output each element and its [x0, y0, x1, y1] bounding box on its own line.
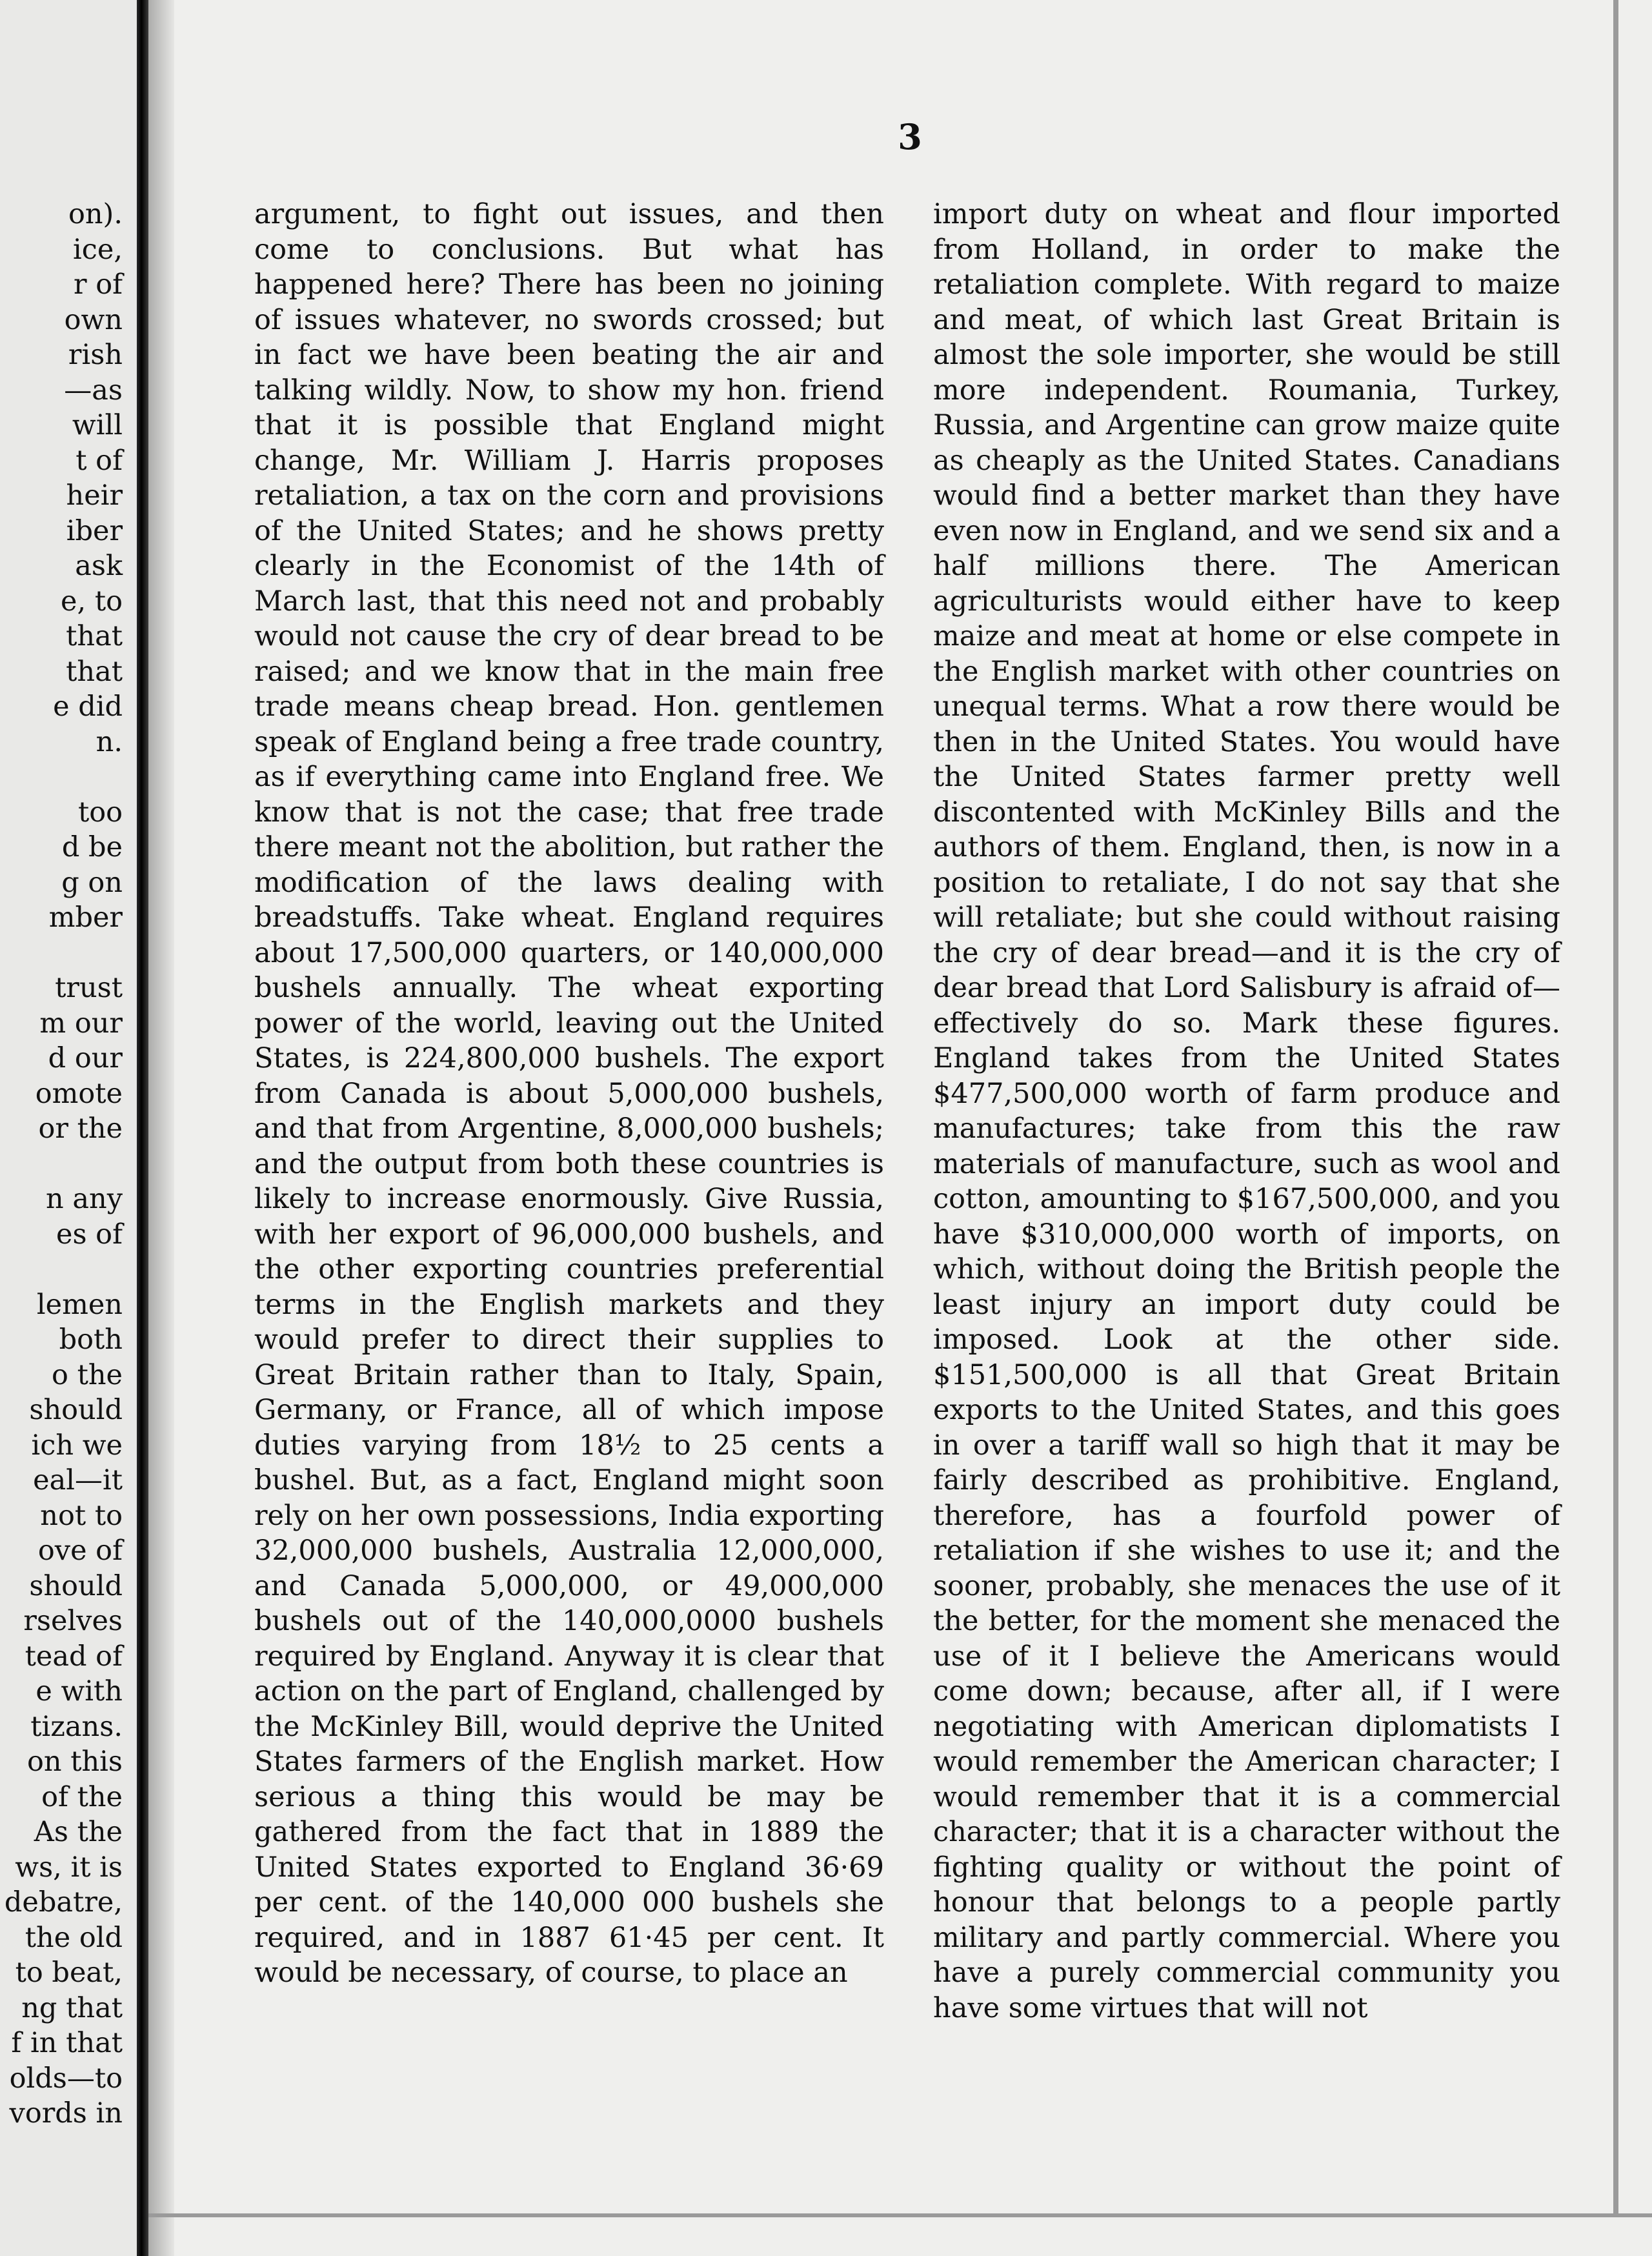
fragment-line: ng that — [21, 1991, 123, 2024]
fragment-line: debatre, — [4, 1886, 123, 1919]
fragment-line: e with — [35, 1675, 123, 1707]
fragment-line: mber — [48, 901, 123, 934]
fragment-line: vords in — [9, 2097, 123, 2130]
fragment-line: o the — [52, 1358, 123, 1391]
fragment-line: ove of — [37, 1535, 123, 1567]
fragment-line: trust — [55, 972, 123, 1004]
fragment-line: m our — [39, 1007, 123, 1040]
fragment-line: g on — [61, 866, 123, 899]
fragment-line: heir — [66, 479, 123, 512]
fragment-text-column — [0, 197, 123, 2130]
fragment-line — [0, 936, 123, 971]
fragment-line: ask — [75, 550, 123, 582]
fragment-line: ich we — [31, 1429, 123, 1462]
fragment-line: t of — [76, 444, 123, 477]
page-fold-line — [137, 0, 148, 2256]
fragment-line: As the — [34, 1816, 123, 1848]
fragment-line: both — [59, 1324, 123, 1356]
fragment-line: n any — [46, 1183, 123, 1215]
fragment-line: f in that — [11, 2027, 123, 2059]
fragment-line: tizans. — [30, 1710, 123, 1743]
fragment-line: iber — [66, 514, 123, 547]
fragment-line: of the — [41, 1780, 123, 1813]
fragment-line: not to — [40, 1499, 123, 1532]
text-column-right: import duty on wheat and flour imported from Holland, in order to make the retaliation complete. With regard to maize and meat, of which last Great Britain is almost the sole importer, she would be still more independent. Roumania, Turkey, Russia, and Argentine can grow maize quite as cheaply as the United States. Canadians would find a better market than they have even now in England, and we send six and a half millions there. The American agriculturists would either have to keep maize and meat at home or else compete in the English market with other countries on unequal terms. What a row there would be then in the United States. You would have the United States farmer pretty well discontented with McKinley Bills and the authors of them. England, then, is now in a position to retaliate, I do not say that she will retaliate; but she could without raising the cry of dear bread—and it is the cry of dear bread that Lord Salisbury is afraid of—effectively do so. Mark these figures. England takes from the United States $477,500,000 worth of farm produce and manufactures; take from this the raw materials of manufacture, such as wool and cotton, amounting to $167,500,000, and you have $310,000,000 worth of imports, on which, without doing the British people the least injury an import duty could be imposed. Look at the other side. $151,500,000 is all that Great Britain exports to the United States, and this goes in over a tariff wall so high that it may be fairly described as prohibitive. England, therefore, has a fourfold power of retaliation if she wishes to use it; and the sooner, probably, she menaces the use of it the better, for the moment she menaced the use of it I believe the Americans would come down; because, after all, if I were negotiating with American diplomatists I would remember the American character; I would remember that it is a commercial character; that it is a character without the fighting quality or without the point of honour that belongs to a people partly military and partly commercial. Where you have a purely commercial community you have some virtues that will not — [933, 198, 1560, 2024]
fragment-line: that — [66, 655, 123, 688]
fragment-line: or the — [38, 1113, 123, 1145]
text-column-left: argument, to fight out issues, and then come to conclusions. But what has happened here? There has been no joining of issues whatever, no swords crossed; but in fact we have been beating the air and talking wildly. Now, to show my hon. friend that it is possible that England might change, Mr. William J. Harris proposes retaliation, a tax on the corn and provisions of the United States; and he shows pretty clearly in the Economist of the 14th of March last, that this need not and probably would not cause the cry of dear bread to be raised; and we know that in the main free trade means cheap bread. Hon. gentlemen speak of England being a free trade country, as if everything came into England free. We know that is not the case; that free trade there meant not the abolition, but rather the modification of the laws dealing with breadstuffs. Take wheat. England requires about 17,500,000 quarters, or 140,000,000 bushels annually. The wheat exporting power of the world, leaving out the United States, is 224,800,000 bushels. The export from Canada is about 5,000,000 bushels, and that from Argentine, 8,000,000 bushels; and the output from both these countries is likely to increase enormously. Give Russia, with her export of 96,000,000 bushels, and the other exporting countries preferential terms in the English markets and they would prefer to direct their supplies to Great Britain rather than to Italy, Spain, Germany, or France, all of which impose duties varying from 18½ to 25 cents a bushel. But, as a fact, England might soon rely on her own possessions, India exporting 32,000,000 bushels, Australia 12,000,000, and Canada 5,000,000, or 49,000,000 bushels out of the 140,000,0000 bushels required by England. Anyway it is clear that action on the part of England, challenged by the McKinley Bill, would deprive the United States farmers of the English market. How serious a thing this would be may be gathered from the fact that in 1889 the United States exported to England 36·69 per cent. of the 140,000 000 bushels she required, and in 1887 61·45 per cent. It would be necessary, of course, to place an — [254, 198, 884, 1989]
fragment-line: tead of — [25, 1640, 123, 1673]
fragment-line: on this — [26, 1746, 123, 1778]
right-page-border — [1613, 0, 1618, 2213]
fragment-line — [0, 1252, 123, 1287]
fragment-line: will — [72, 409, 123, 441]
fragment-line: e did — [53, 690, 123, 723]
fragment-line: rish — [68, 339, 123, 371]
page-number: 3 — [898, 116, 922, 157]
fragment-line: ice, — [73, 233, 123, 266]
bottom-page-border — [148, 2213, 1652, 2217]
fragment-line: to beat, — [15, 1957, 123, 1989]
fragment-line: own — [64, 303, 123, 336]
fragment-line: the old — [25, 1921, 123, 1954]
fragment-line: omote — [35, 1077, 123, 1110]
fragment-line: n. — [96, 725, 123, 758]
page-fold-shadow — [148, 0, 174, 2256]
fragment-line: d be — [61, 831, 123, 863]
fragment-line: e, to — [61, 585, 123, 618]
fragment-line: that — [66, 620, 123, 652]
fragment-line: should — [29, 1569, 123, 1602]
fragment-line: rselves — [23, 1605, 123, 1637]
fragment-line — [0, 760, 123, 795]
adjacent-page-fragment — [0, 0, 136, 2256]
fragment-line: es of — [56, 1218, 123, 1251]
fragment-line: should — [29, 1394, 123, 1426]
fragment-line — [0, 1147, 123, 1182]
fragment-line: d our — [48, 1042, 123, 1074]
fragment-line: lemen — [36, 1288, 123, 1321]
fragment-line: —as — [64, 374, 123, 407]
fragment-line: too — [77, 796, 123, 829]
fragment-line: r of — [73, 268, 123, 301]
fragment-line: ws, it is — [15, 1851, 123, 1884]
fragment-line: olds—to — [9, 2062, 123, 2095]
fragment-line: eal—it — [33, 1464, 123, 1496]
fragment-line: on). — [68, 198, 123, 230]
